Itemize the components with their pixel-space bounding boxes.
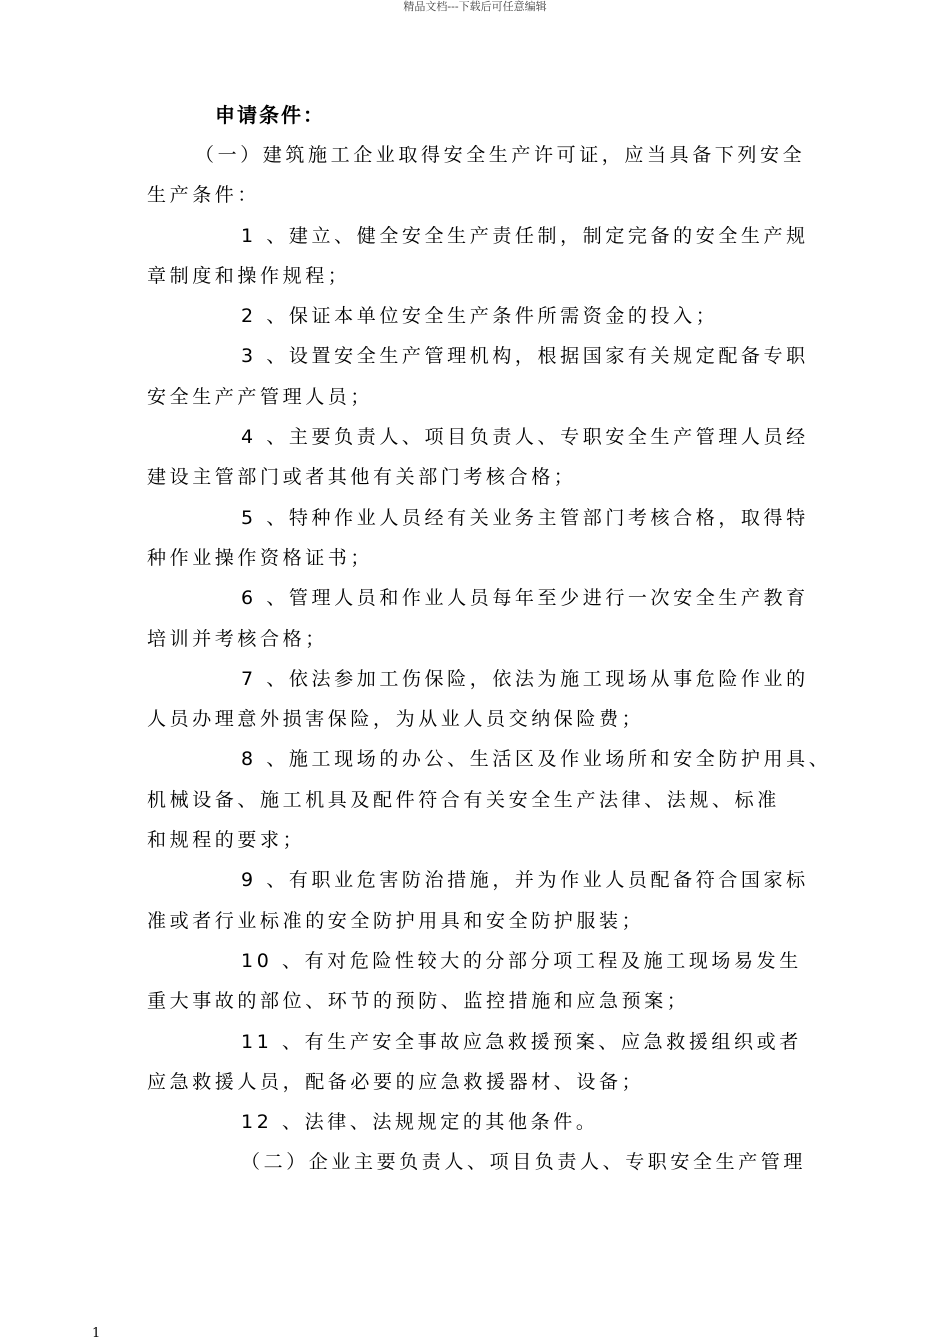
paragraph-line: 建设主管部门或者其他有关部门考核合格； [147, 466, 577, 489]
paragraph-line: 准或者行业标准的安全防护用具和安全防护服装； [147, 909, 645, 932]
page-number: 1 [92, 1326, 101, 1341]
paragraph-line: 安全生产产管理人员； [147, 385, 374, 408]
section-title: 申请条件： [215, 103, 325, 127]
paragraph-line: 6 、管理人员和作业人员每年至少进行一次安全生产教育 [241, 587, 809, 610]
paragraph-line: 9 、有职业危害防治措施，并为作业人员配备符合国家标 [241, 869, 809, 892]
paragraph-line: 7 、依法参加工伤保险，依法为施工现场从事危险作业的 [241, 667, 809, 690]
paragraph-line: 2 、保证本单位安全生产条件所需资金的投入； [241, 305, 719, 328]
page-header: 精品文档---下载后可任意编辑 [403, 0, 547, 13]
document-body [147, 95, 867, 1183]
paragraph-line: 3 、设置安全生产管理机构，根据国家有关规定配备专职 [241, 345, 809, 368]
paragraph-line: 4 、主要负责人、项目负责人、专职安全生产管理人员经 [241, 426, 809, 449]
paragraph-line: 重大事故的部位、环节的预防、监控措施和应急预案； [147, 990, 690, 1013]
paragraph-line: 机械设备、施工机具及配件符合有关安全生产法律、法规、标准 [147, 788, 780, 811]
paragraph-line: 5 、特种作业人员经有关业务主管部门考核合格，取得特 [241, 506, 809, 529]
paragraph-line: （二）企业主要负责人、项目负责人、专职安全生产管理 [241, 1151, 807, 1174]
paragraph-line: 人员办理意外损害保险，为从业人员交纳保险费； [147, 708, 645, 731]
paragraph-line: 8 、施工现场的办公、生活区及作业场所和安全防护用具、 [241, 748, 832, 771]
paragraph-line: 生产条件： [147, 184, 261, 207]
paragraph-line: 12 、法律、法规规定的其他条件。 [241, 1111, 599, 1134]
paragraph-line: 章制度和操作规程； [147, 264, 351, 287]
paragraph-line: （一）建筑施工企业取得安全生产许可证，应当具备下列安全 [195, 144, 806, 166]
paragraph-line: 应急救援人员，配备必要的应急救援器材、设备； [147, 1070, 645, 1093]
paragraph-line: 10 、有对危险性较大的分部分项工程及施工现场易发生 [241, 949, 802, 972]
paragraph-line: 和规程的要求； [147, 829, 306, 852]
paragraph-line: 种作业操作资格证书； [147, 546, 374, 569]
paragraph-line: 11 、有生产安全事故应急救援预案、应急救援组织或者 [241, 1030, 802, 1053]
paragraph-line: 1 、建立、健全安全生产责任制，制定完备的安全生产规 [241, 224, 809, 247]
paragraph-line: 培训并考核合格； [147, 627, 328, 650]
